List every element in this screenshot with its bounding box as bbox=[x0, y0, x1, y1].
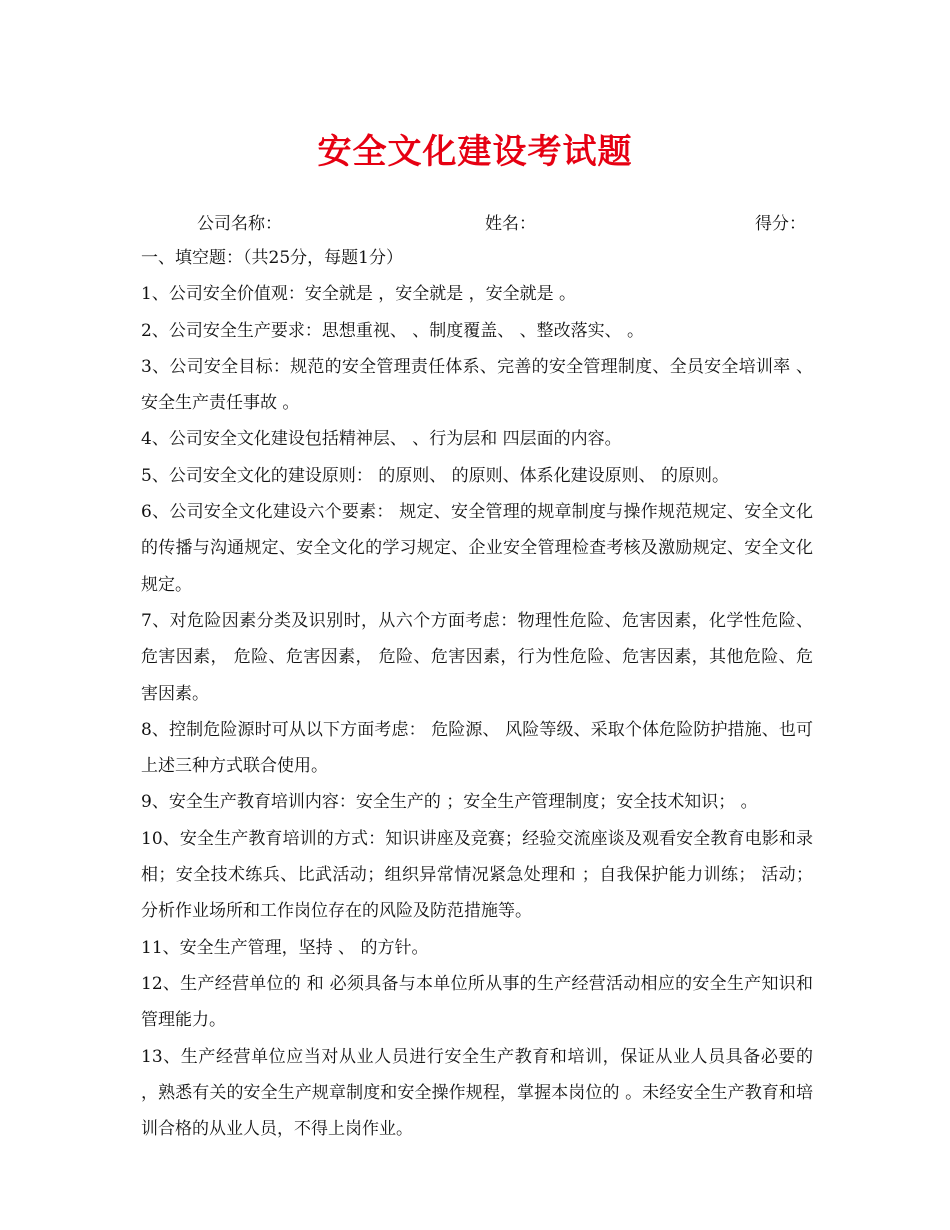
page-title: 安全文化建设考试题 bbox=[317, 132, 633, 172]
section-heading: 一、填空题：（共25分，每题1分） bbox=[141, 248, 403, 268]
name-label: 姓名： bbox=[485, 214, 536, 234]
score-label: 得分： bbox=[755, 214, 806, 234]
question-8: 8、控制危险源时可从以下方面考虑： 危险源、 风险等级、采取个体危险防护措施、也可上述三种方式联合使用。 bbox=[141, 719, 813, 777]
question-3: 3、公司安全目标：规范的安全管理责任体系、完善的安全管理制度、全员安全培训率 、安全生产责任事故 。 bbox=[141, 356, 813, 414]
question-5: 5、公司安全文化的建设原则： 的原则、 的原则、体系化建设原则、 的原则。 bbox=[141, 465, 730, 486]
question-7: 7、对危险因素分类及识别时，从六个方面考虑：物理性危险、危害因素，化学性危险、危害因素， 危险、危害因素， 危险、危害因素，行为性危险、危害因素，其他危险、危害因素。 bbox=[141, 610, 813, 704]
question-10: 10、安全生产教育培训的方式：知识讲座及竞赛；经验交流座谈及观看安全教育电影和录相；安全技术练兵、比武活动；组织异常情况紧急处理和 ；自我保护能力训练； 活动；分析作业场所和工作岗位存在的风险及防范措施等。 bbox=[141, 828, 813, 922]
header-fields bbox=[0, 209, 950, 235]
question-9: 9、安全生产教育培训内容：安全生产的 ；安全生产管理制度；安全技术知识； 。 bbox=[141, 792, 758, 813]
question-13: 13、生产经营单位应当对从业人员进行安全生产教育和培训，保证从业人员具备必要的 ，熟悉有关的安全生产规章制度和安全操作规程，掌握本岗位的 。未经安全生产教育和培训合格的从业人员，不得上岗作业。 bbox=[141, 1046, 813, 1140]
question-1: 1、公司安全价值观：安全就是 ，安全就是 ，安全就是 。 bbox=[141, 284, 577, 305]
question-6: 6、公司安全文化建设六个要素： 规定、安全管理的规章制度与操作规范规定、安全文化的传播与沟通规定、安全文化的学习规定、企业安全管理检查考核及激励规定、安全文化 规定。 bbox=[141, 502, 813, 595]
question-4: 4、公司安全文化建设包括精神层、 、行为层和 四层面的内容。 bbox=[141, 429, 622, 450]
question-11: 11、安全生产管理，坚持 、 的方针。 bbox=[141, 937, 429, 958]
question-12: 12、生产经营单位的 和 必须具备与本单位所从事的生产经营活动相应的安全生产知识和管理能力。 bbox=[141, 973, 813, 1031]
company-name-label: 公司名称： bbox=[197, 214, 282, 234]
question-2: 2、公司安全生产要求：思想重视、 、制度覆盖、 、整改落实、 。 bbox=[141, 320, 645, 341]
exam-content bbox=[141, 240, 813, 1147]
